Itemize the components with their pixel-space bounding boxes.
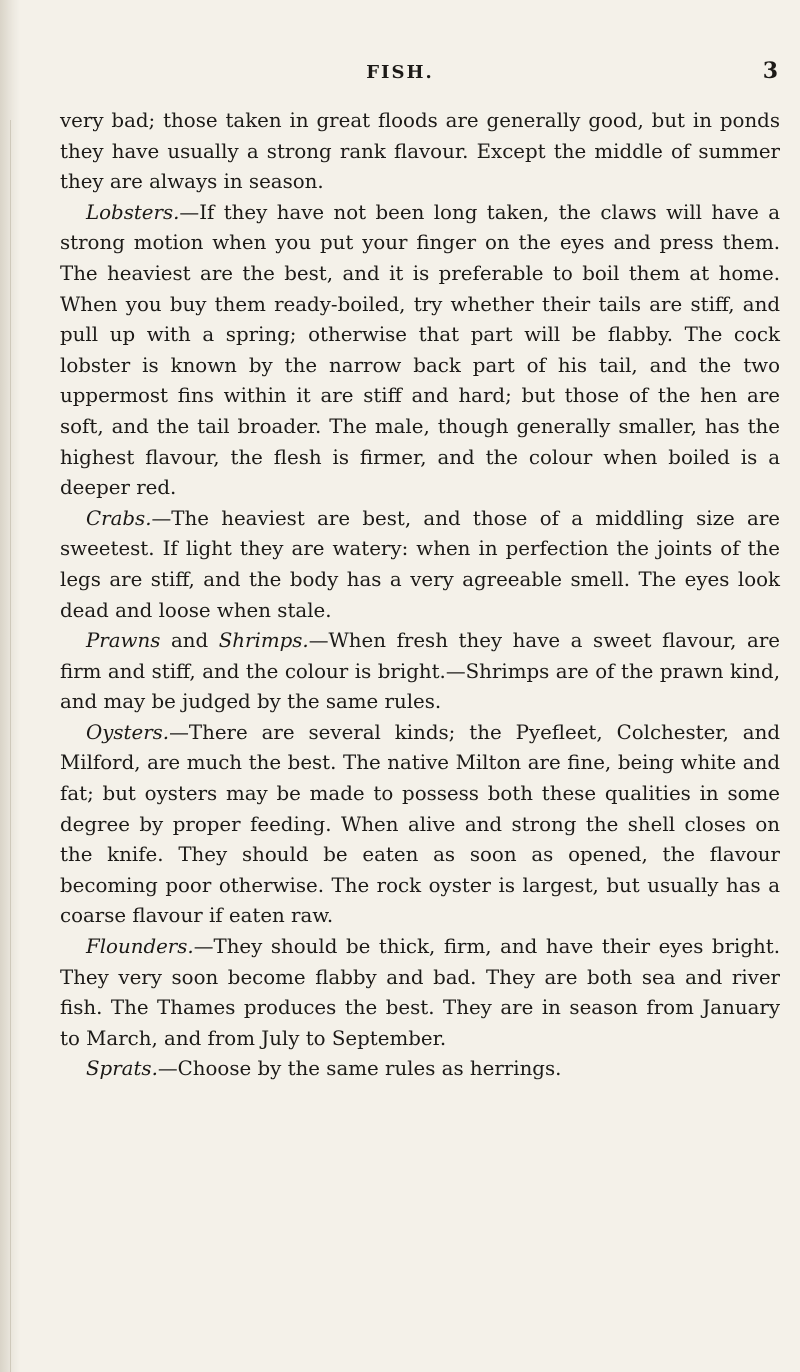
entry-term: Sprats.	[86, 1057, 158, 1081]
entry-term: Crabs.	[86, 506, 152, 530]
entry-term: Oysters.	[86, 720, 170, 744]
paragraph-oysters	[60, 718, 780, 932]
running-head: FISH.	[366, 62, 434, 83]
entry-term: Lobsters.	[86, 200, 180, 224]
paragraph-crabs	[60, 504, 780, 626]
paragraph-text: very bad; those taken in great floods are generally good, but in ponds they have usually a strong rank flavour. Except the middle of summer they are always in season.	[60, 109, 780, 194]
paragraph-text: —If they have not been long taken, the claws will have a strong motion when you put your finger on the eyes and press them. The heaviest are the best, and it is preferable to boil them at home. When you buy them ready-boiled, try whether their tails are stiff, and pull up with a spring; otherwise that part will be flabby. The cock lobster is known by the narrow back part of his tail, and the two uppermost fins within it are stiff and hard; but those of the hen are soft, and the tail broader. The male, though generally smaller, has the highest flavour, the flesh is firmer, and the colour when boiled is a deeper red.	[60, 200, 780, 500]
paragraph-continued	[60, 106, 780, 198]
paragraph-sprats	[60, 1054, 780, 1085]
paragraph-prawns-shrimps	[60, 626, 780, 718]
paragraph-flounders	[60, 932, 780, 1054]
paragraph-text: —The heaviest are best, and those of a middling size are sweetest. If light they are watery: when in perfection the joints of the legs are stiff, and the body has a very agreeable smell. The eyes look dead and loose when stale.	[60, 506, 780, 622]
gutter-line	[10, 120, 11, 1372]
paragraph-text: —They should be thick, firm, and have their eyes bright. They very soon become flabby and bad. They are both sea and river fish. The Thames produces the best. They are in season from January to March, and from July to September.	[60, 935, 780, 1050]
paragraph-text: —Choose by the same rules as herrings.	[157, 1057, 562, 1081]
entry-term-join: and	[160, 629, 219, 653]
paragraph-text: —There are several kinds; the Pyefleet, Colchester, and Milford, are much the best. The native Milton are fine, being white and fat; but oysters may be made to possess both these qualities in some degree by proper feeding. When alive and strong the shell closes on the knife. They should be eaten as soon as opened, the flavour becoming poor otherwise. The rock oyster is largest, but usually has a coarse flavour if eaten raw.	[60, 720, 780, 928]
paragraph-text: —When fresh they have a sweet flavour, are firm and stiff, and the colour is bright.—Shrimps are of the prawn kind, and may be judged by the same rules.	[60, 629, 780, 714]
page-number: 3	[762, 58, 778, 84]
body-text	[60, 106, 780, 1085]
entry-term: Prawns	[86, 629, 161, 653]
paragraph-lobsters	[60, 198, 780, 504]
entry-term: Flounders.	[86, 935, 194, 959]
entry-term-second: Shrimps.	[218, 629, 309, 653]
